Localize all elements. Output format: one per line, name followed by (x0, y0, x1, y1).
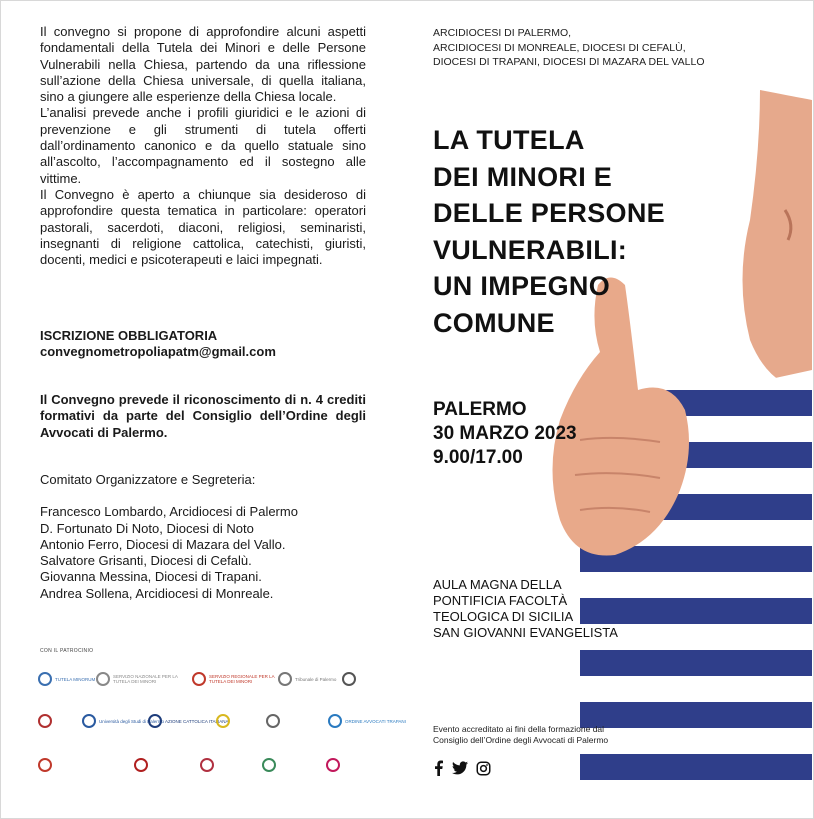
servizio-nazionale-logo-text: SERVIZIO NAZIONALE PER LA TUTELA DEI MINORI (113, 674, 178, 684)
tribunale-logo-text: Tribunale di Palermo (295, 676, 337, 682)
ordine-avvocati-logo-text: ORDINE AVVOCATI TRAPANI (345, 718, 406, 724)
yellow-badge-logo-mark (216, 714, 230, 728)
twitter-icon[interactable] (452, 761, 468, 775)
title-line: DEI MINORI E (433, 161, 613, 192)
title-line: COMUNE (433, 307, 555, 338)
scales-logo-mark (266, 714, 280, 728)
accreditation-line: Consiglio dell’Ordine degli Avvocati di Palermo (433, 735, 609, 745)
green-logo (262, 758, 276, 772)
registration-block (40, 328, 366, 361)
associazione-logo (200, 758, 214, 772)
title-line: DELLE PERSONE (433, 198, 665, 228)
patronage-label: CON IL PATROCINIO (40, 648, 94, 654)
title-line: VULNERABILI: (433, 234, 628, 265)
red-seal-logo (38, 714, 52, 728)
tribunale-logo (278, 672, 336, 686)
venue-line: SAN GIOVANNI EVANGELISTA (433, 625, 618, 640)
servizio-nazionale-logo-mark (96, 672, 110, 686)
social-links (433, 760, 491, 776)
venue-line: AULA MAGNA DELLA (433, 577, 562, 592)
venue-line: TEOLOGICA DI SICILIA (433, 609, 574, 624)
committee-block (40, 472, 366, 602)
tutela-minorum-logo-mark (38, 672, 52, 686)
rc-logo-mark (134, 758, 148, 772)
event-title (433, 122, 665, 341)
crest-logo-mark (342, 672, 356, 686)
servizio-regionale-logo (192, 672, 279, 686)
diocese-line: DIOCESI DI TRAPANI, DIOCESI DI MAZARA DEL VALLO (433, 56, 705, 68)
pink-logo-mark (326, 758, 340, 772)
unipa-logo-mark (82, 714, 96, 728)
committee-member: Andrea Sollena, Arcidiocesi di Monreale. (40, 585, 274, 601)
servizio-regionale-logo-mark (192, 672, 206, 686)
accreditation-line: Evento accreditato ai fini della formazione dal (433, 724, 605, 734)
committee-member: Antonio Ferro, Diocesi di Mazara del Vallo. (40, 536, 286, 552)
green-logo-mark (262, 758, 276, 772)
event-when (433, 398, 577, 470)
red-seal-logo-mark (38, 714, 52, 728)
committee-member: Giovanna Messina, Diocesi di Trapani. (40, 569, 262, 585)
title-line: LA TUTELA (433, 125, 585, 155)
committee-member: Salvatore Grisanti, Diocesi di Cefalù. (40, 553, 252, 569)
scales-logo (266, 714, 280, 728)
tribunale-logo-mark (278, 672, 292, 686)
red-cross-logo-mark (38, 758, 52, 772)
rc-logo (134, 758, 148, 772)
intro-paragraph: Il convegno si propone di approfondire alcuni aspetti fondamentali della Tutela dei Minori e delle Persone Vulnerabili nella Chiesa, partendo da una riflessione sull’azione della Chiesa universale, di quella italiana, sino a giungere alle esperienze della Chiesa locale. (40, 24, 366, 105)
diocese-line: ARCIDIOCESI DI PALERMO, (433, 27, 572, 39)
event-date: 30 MARZO 2023 (433, 423, 577, 444)
yellow-badge-logo (216, 714, 230, 728)
credits-text: Il Convegno prevede il riconoscimento di n. 4 crediti formativi da parte del Consiglio dell’Ordine degli Avvocati di Palermo. (40, 392, 366, 440)
crest-logo (342, 672, 356, 686)
ordine-avvocati-logo (328, 714, 406, 728)
intro-paragraph: L’analisi prevede anche i profili giuridici e le azioni di prevenzione e gli strumenti di tutela offerti dall’ordinamento canonico e da quello statuale sino all’ascolto, l’accompagnamento ed il sostegno alle vittime. (40, 105, 366, 186)
intro-text (40, 24, 366, 268)
servizio-nazionale-logo (96, 672, 183, 686)
pink-logo (326, 758, 340, 772)
azione-cattolica-logo-mark (148, 714, 162, 728)
venue-line: PONTIFICIA FACOLTÀ (433, 593, 568, 608)
registration-email[interactable]: convegnometropoliapatm@gmail.com (40, 344, 276, 360)
registration-label: ISCRIZIONE OBBLIGATORIA (40, 328, 218, 343)
intro-paragraph: Il Convegno è aperto a chiunque sia desideroso di approfondire questa tematica in particolare: operatori pastorali, sacerdoti, diaconi, religiosi, seminaristi, insegnanti di religione cattolica, catechisti, giuristi, docenti, medici e psicoterapeuti e laici impegnati. (40, 186, 366, 268)
servizio-regionale-logo-text: SERVIZIO REGIONALE PER LA TUTELA DEI MINORI (209, 674, 275, 684)
unipa-logo-text: Università degli Studi di Palermo (99, 718, 165, 724)
event-time: 9.00/17.00 (433, 447, 523, 468)
title-line: UN IMPEGNO (433, 271, 611, 301)
tutela-minorum-logo-text: TUTELA MINORUM (55, 676, 96, 682)
associazione-logo-mark (200, 758, 214, 772)
instagram-icon[interactable] (476, 761, 491, 776)
tutela-minorum-logo (38, 672, 95, 686)
accreditation-note (433, 724, 608, 746)
event-venue (433, 577, 618, 641)
committee-member: Francesco Lombardo, Arcidiocesi di Palermo (40, 504, 298, 520)
diocese-line: ARCIDIOCESI DI MONREALE, DIOCESI DI CEFALÙ, (433, 41, 686, 54)
azione-cattolica-logo-text: AZIONE CATTOLICA ITALIANA (165, 718, 229, 724)
event-city: PALERMO (433, 399, 527, 420)
dioceses-list (433, 26, 705, 70)
ordine-avvocati-logo-mark (328, 714, 342, 728)
facebook-icon[interactable] (433, 760, 444, 776)
red-cross-logo (38, 758, 52, 772)
committee-heading: Comitato Organizzatore e Segreteria: (40, 472, 256, 487)
committee-member: D. Fortunato Di Noto, Diocesi di Noto (40, 520, 254, 536)
